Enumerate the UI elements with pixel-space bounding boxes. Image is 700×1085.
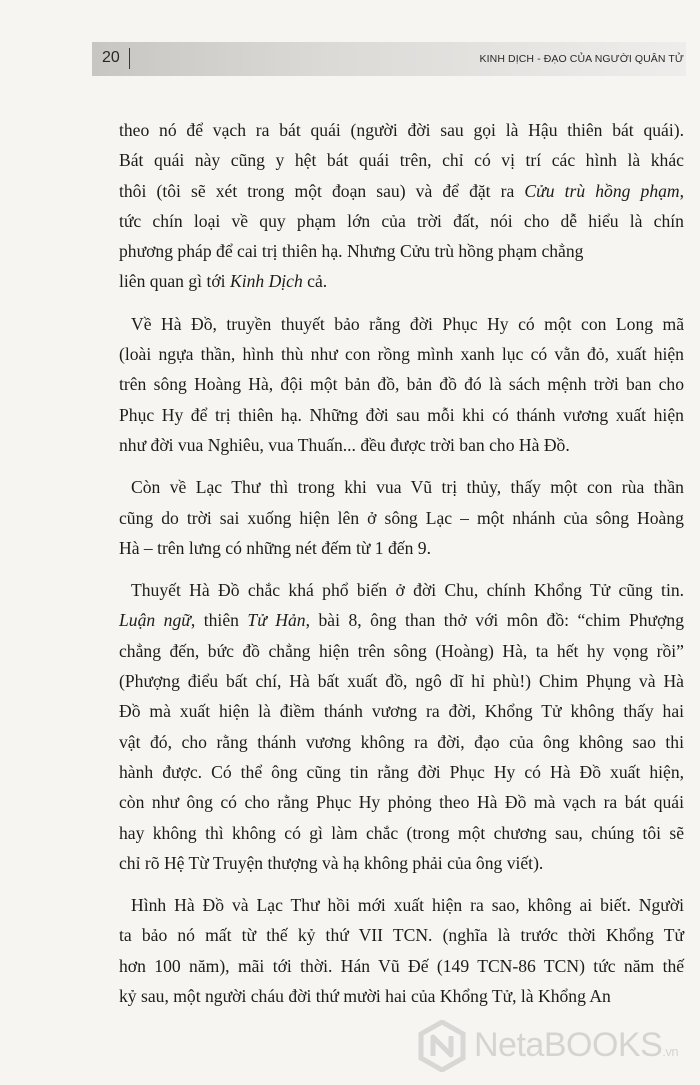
italic-run: Kinh Dịch [229,271,303,292]
text-line [119,848,684,878]
text-run: còn như ông có cho rằng Phục Hy phỏng theo Hà Đồ mà vạch ra bát quái [119,792,684,813]
text-run: hành được. Có thể ông cũng tin rằng đời Phục Hy có Hà Đồ xuất hiện, [119,761,685,782]
text-line [119,115,684,145]
text-line [119,266,684,296]
text-run: (loài ngựa thần, hình thù như con rồng mình xanh lục có vằn đỏ, xuất hiện [119,344,684,365]
neta-logo-icon [418,1020,466,1072]
text-run: chỉ rõ Hệ Từ Truyện thượng và hạ không phải của ông viết). [119,852,544,873]
paragraph-gap [119,563,684,575]
text-run: cả. [302,271,328,292]
italic-run: Cửu trù hồng phạm [524,180,680,201]
text-run: như đời vua Nghiêu, vua Thuấn... đều được trời ban cho Hà Đồ. [119,434,570,455]
text-line [119,309,684,339]
text-run: Thuyết Hà Đồ chắc khá phổ biến ở đời Chu, chính Khổng Tử cũng tin. [131,580,685,601]
text-line [119,533,684,563]
text-line [119,787,684,817]
text-run: thôi (tôi sẽ xét trong một đoạn sau) và để đặt ra [119,180,525,201]
text-line [119,145,684,175]
text-line [119,890,684,920]
text-line [119,666,684,696]
paragraph [119,115,684,297]
text-run: cũng do trời sai xuống hiện lên ở sông Lạc – một nhánh của sông Hoàng [119,507,684,528]
paragraph [119,890,684,1011]
text-run: hơn 100 năm), mãi tới thời. Hán Vũ Đế (149 TCN-86 TCN) tức năm thế [119,955,685,976]
text-line [119,727,684,757]
text-line [119,472,684,502]
text-run: Đồ mà xuất hiện là điềm thánh vương ra đời, Khổng Tử không thấy hai [119,701,685,722]
text-run: , [679,180,685,201]
running-title: KINH DỊCH - ĐẠO CỦA NGƯỜI QUÂN TỬ [479,53,684,65]
watermark-text [474,1026,678,1065]
text-run: (Phượng điểu bất chí, Hà bất xuất đồ, ngô dĩ hỉ phù!) Chim Phụng và Hà [119,671,684,692]
text-line [119,369,684,399]
text-run: , thiên [190,610,248,631]
text-line [119,605,684,635]
paragraph [119,309,684,460]
text-run: tức chín loại về quy phạm lớn của trời đất, nói cho dễ hiểu là chín [119,210,684,231]
text-run: vật đó, cho rằng thánh vương không ra đời, đạo của ông không sao thi [119,731,684,752]
text-line [119,339,684,369]
italic-run: Luận ngữ [119,610,191,631]
page-number: 20 [102,49,120,66]
text-run: phương pháp để cai trị thiên hạ. Nhưng Cửu trù hồng phạm chẳng [119,241,584,262]
text-run: chẳng đến, bức đồ chẳng hiện trên sông (Hoàng) Hà, ta hết hy vọng rồi” [119,640,684,661]
text-run: trên sông Hoàng Hà, đội một bản đồ, bản đồ đó là sách mệnh trời ban cho [119,374,685,395]
paragraph [119,575,684,878]
text-line [119,981,684,1011]
header-divider [129,48,130,69]
text-run: theo nó để vạch ra bát quái (người đời sau gọi là Hậu thiên bát quái). [119,120,685,140]
text-run: hay không thì không có gì làm chắc (trong một chương sau, chúng tôi sẽ [119,822,685,843]
text-line [119,636,684,666]
watermark-suffix: .vn [662,1044,679,1059]
text-line [119,575,684,605]
text-run: Hình Hà Đồ và Lạc Thư hồi mới xuất hiện ra sao, không ai biết. Người [131,895,685,916]
text-run: Về Hà Đồ, truyền thuyết bảo rằng đời Phục Hy có một con Long mã [131,313,685,334]
text-line [119,400,684,430]
text-run: , bài 8, ông than thở với môn đồ: “chim Phượng [305,610,684,631]
text-run: Còn về Lạc Thư thì trong khi vua Vũ trị thủy, thấy một con rùa thần [131,477,684,498]
paragraph-gap [119,297,684,309]
text-line [119,757,684,787]
body-text [119,115,684,1011]
text-run: kỷ sau, một người cháu đời thứ mười hai của Khổng Tử, là Khổng An [119,986,611,1007]
text-run: liên quan gì tới [119,271,230,292]
watermark-brand: NetaBOOKS [474,1026,663,1064]
text-line [119,236,684,266]
text-line [119,951,684,981]
text-run: Bát quái này cũng y hệt bát quái trên, chỉ có vị trí các hình là khác [119,150,684,171]
text-line [119,176,684,206]
text-run: Phục Hy để trị thiên hạ. Những đời sau mỗi khi có thánh vương xuất hiện [119,404,684,425]
text-line [119,430,684,460]
watermark [418,1020,688,1076]
text-line [119,696,684,726]
text-line [119,920,684,950]
text-run: ta bảo nó mất từ thế kỷ thứ VII TCN. (nghĩa là trước thời Khổng Tử [119,925,685,946]
paragraph-gap [119,460,684,472]
paragraph [119,472,684,563]
text-line [119,206,684,236]
text-run: Hà – trên lưng có những nét đếm từ 1 đến 9. [119,537,431,558]
paragraph-gap [119,878,684,890]
text-line [119,503,684,533]
italic-run: Tử Hản [247,610,306,631]
text-line [119,818,684,848]
running-header [92,42,686,76]
